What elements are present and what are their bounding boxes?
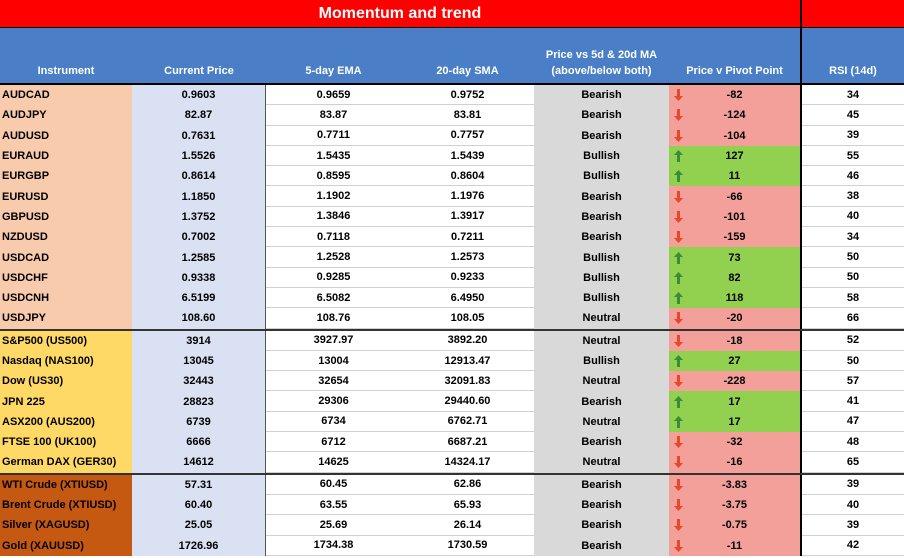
trend-cell: Bearish — [534, 515, 669, 535]
pivot-cell — [669, 515, 802, 535]
ema5-cell: 32654 — [266, 371, 401, 391]
sma20-cell: 83.81 — [401, 105, 534, 125]
arrow-up-icon — [673, 396, 683, 408]
sma20-cell: 1.5439 — [401, 146, 534, 166]
instrument-name: NZDUSD — [2, 231, 48, 244]
pivot-cell — [669, 495, 802, 515]
ema5-cell: 29306 — [266, 391, 401, 411]
arrow-down-icon — [673, 456, 683, 468]
rsi-cell: 38 — [802, 186, 904, 206]
table-row — [0, 288, 904, 308]
current-price-cell: 13045 — [132, 351, 266, 371]
rsi-cell: 41 — [802, 391, 904, 411]
table-row — [0, 247, 904, 267]
sma20-cell: 62.86 — [401, 475, 534, 495]
trend-cell: Bearish — [534, 227, 669, 247]
table-row — [0, 515, 904, 535]
header-price-vs-ma-line2: (above/below both) — [551, 65, 652, 77]
trend-cell: Bullish — [534, 166, 669, 186]
rsi-cell: 66 — [802, 308, 904, 328]
trend-cell: Bullish — [534, 146, 669, 166]
ema5-cell: 1.2528 — [266, 247, 401, 267]
table-row — [0, 495, 904, 515]
pivot-cell — [669, 105, 802, 125]
instrument-cell — [0, 495, 132, 515]
sma20-cell: 0.9752 — [401, 85, 534, 105]
table-row — [0, 432, 904, 452]
instrument-cell — [0, 207, 132, 227]
trend-cell: Neutral — [534, 331, 669, 351]
instrument-cell — [0, 227, 132, 247]
arrow-down-icon — [673, 231, 683, 243]
current-price-cell: 0.7631 — [132, 126, 266, 146]
current-price-cell: 6.5199 — [132, 288, 266, 308]
current-price-cell: 3914 — [132, 331, 266, 351]
pivot-cell — [669, 126, 802, 146]
pivot-value: -16 — [726, 456, 743, 469]
table-row — [0, 166, 904, 186]
instrument-name: AUDCAD — [2, 89, 50, 102]
current-price-cell: 1.3752 — [132, 207, 266, 227]
ema5-cell: 1734.38 — [266, 536, 401, 556]
arrow-down-icon — [673, 519, 683, 531]
trend-cell: Bearish — [534, 536, 669, 556]
instrument-name: FTSE 100 (UK100) — [2, 436, 97, 449]
arrow-up-icon — [673, 355, 683, 367]
pivot-cell — [669, 207, 802, 227]
trend-cell: Neutral — [534, 308, 669, 328]
pivot-cell — [669, 288, 802, 308]
sma20-cell: 0.9233 — [401, 268, 534, 288]
instrument-cell — [0, 331, 132, 351]
ema5-cell: 6712 — [266, 432, 401, 452]
rsi-cell: 46 — [802, 166, 904, 186]
sma20-cell: 0.7757 — [401, 126, 534, 146]
sma20-cell: 6687.21 — [401, 432, 534, 452]
arrow-up-icon — [673, 252, 683, 264]
current-price-cell: 6666 — [132, 432, 266, 452]
instrument-cell — [0, 391, 132, 411]
pivot-value: -124 — [723, 109, 746, 122]
ema5-cell: 0.7118 — [266, 227, 401, 247]
table-row — [0, 146, 904, 166]
table-row — [0, 536, 904, 556]
rsi-cell: 55 — [802, 146, 904, 166]
instrument-name: USDCNH — [2, 292, 50, 305]
pivot-value: 118 — [725, 292, 744, 305]
ema5-cell: 0.8595 — [266, 166, 401, 186]
rsi-cell: 42 — [802, 536, 904, 556]
ema5-cell: 1.3846 — [266, 207, 401, 227]
ema5-cell: 83.87 — [266, 105, 401, 125]
rsi-cell: 39 — [802, 475, 904, 495]
sma20-cell: 6762.71 — [401, 412, 534, 432]
current-price-cell: 1.5526 — [132, 146, 266, 166]
title-side-cell — [802, 0, 904, 28]
sma20-cell: 65.93 — [401, 495, 534, 515]
current-price-cell: 108.60 — [132, 308, 266, 328]
current-price-cell: 32443 — [132, 371, 266, 391]
ema5-cell: 14625 — [266, 452, 401, 472]
arrow-down-icon — [673, 540, 683, 552]
trend-cell: Bearish — [534, 186, 669, 206]
current-price-cell: 0.7002 — [132, 227, 266, 247]
instrument-cell — [0, 515, 132, 535]
ema5-cell: 25.69 — [266, 515, 401, 535]
pivot-value: -3.83 — [721, 478, 748, 491]
trend-cell: Bearish — [534, 207, 669, 227]
instrument-name: JPN 225 — [2, 395, 45, 408]
instrument-name: Brent Crude (XTIUSD) — [2, 499, 117, 512]
instrument-name: AUDJPY — [2, 109, 47, 122]
sma20-cell: 29440.60 — [401, 391, 534, 411]
table-row — [0, 126, 904, 146]
arrow-down-icon — [673, 211, 683, 223]
pivot-cell — [669, 412, 802, 432]
rsi-cell: 57 — [802, 371, 904, 391]
trend-cell: Bullish — [534, 247, 669, 267]
instrument-cell — [0, 146, 132, 166]
instrument-cell — [0, 412, 132, 432]
trend-cell: Bearish — [534, 105, 669, 125]
arrow-up-icon — [673, 150, 683, 162]
rsi-cell: 50 — [802, 268, 904, 288]
pivot-cell — [669, 475, 802, 495]
table-row — [0, 207, 904, 227]
current-price-cell: 82.87 — [132, 105, 266, 125]
pivot-value: 27 — [728, 355, 741, 367]
current-price-cell: 28823 — [132, 391, 266, 411]
rsi-cell: 58 — [802, 288, 904, 308]
trend-cell: Bullish — [534, 351, 669, 371]
pivot-value: 73 — [728, 251, 741, 264]
sma20-cell: 0.7211 — [401, 227, 534, 247]
ema5-cell: 1.1902 — [266, 186, 401, 206]
sma20-cell: 14324.17 — [401, 452, 534, 472]
table-row — [0, 186, 904, 206]
header-price-vs-ma — [534, 28, 669, 83]
pivot-cell — [669, 146, 802, 166]
arrow-down-icon — [673, 89, 683, 101]
instrument-cell — [0, 371, 132, 391]
rsi-cell: 52 — [802, 331, 904, 351]
trend-cell: Bearish — [534, 475, 669, 495]
pivot-value: -104 — [723, 129, 746, 142]
pivot-cell — [669, 452, 802, 472]
instrument-name: Nasdaq (NAS100) — [2, 355, 94, 367]
instrument-name: USDCHF — [2, 271, 48, 284]
rsi-cell: 50 — [802, 247, 904, 267]
sma20-cell: 3892.20 — [401, 331, 534, 351]
pivot-value: 127 — [725, 150, 744, 163]
pivot-cell — [669, 308, 802, 328]
header-rsi: RSI (14d) — [829, 65, 877, 77]
instrument-cell — [0, 452, 132, 472]
arrow-down-icon — [673, 312, 683, 324]
sma20-cell: 6.4950 — [401, 288, 534, 308]
ema5-cell: 63.55 — [266, 495, 401, 515]
pivot-value: -0.75 — [721, 519, 748, 532]
table-row — [0, 308, 904, 328]
rsi-cell: 65 — [802, 452, 904, 472]
sma20-cell: 1.1976 — [401, 186, 534, 206]
instrument-cell — [0, 536, 132, 556]
pivot-value: -101 — [723, 210, 746, 223]
sma20-cell: 12913.47 — [401, 351, 534, 371]
instrument-name: USDCAD — [2, 251, 50, 264]
pivot-cell — [669, 268, 802, 288]
arrow-down-icon — [673, 109, 683, 121]
trend-cell: Bearish — [534, 85, 669, 105]
instrument-cell — [0, 432, 132, 452]
instrument-cell — [0, 85, 132, 105]
pivot-value: -159 — [723, 231, 746, 244]
pivot-value: -82 — [726, 89, 743, 102]
rsi-cell: 40 — [802, 495, 904, 515]
pivot-cell — [669, 536, 802, 556]
pivot-value: 82 — [728, 271, 741, 284]
table-row — [0, 105, 904, 125]
sma20-cell: 1730.59 — [401, 536, 534, 556]
current-price-cell: 0.9603 — [132, 85, 266, 105]
pivot-value: -228 — [723, 375, 746, 388]
instrument-name: German DAX (GER30) — [2, 456, 117, 469]
instrument-cell — [0, 475, 132, 495]
pivot-cell — [669, 227, 802, 247]
header-5day-ema: 5-day EMA — [305, 65, 362, 77]
pivot-value: -66 — [726, 190, 743, 203]
sma20-cell: 108.05 — [401, 308, 534, 328]
instrument-cell — [0, 247, 132, 267]
instrument-name: Dow (US30) — [2, 375, 64, 388]
table-row — [0, 371, 904, 391]
instrument-cell — [0, 186, 132, 206]
trend-cell: Bullish — [534, 288, 669, 308]
rsi-cell: 45 — [802, 105, 904, 125]
pivot-value: -20 — [726, 312, 743, 325]
trend-cell: Bearish — [534, 391, 669, 411]
trend-cell: Bullish — [534, 268, 669, 288]
current-price-cell: 60.40 — [132, 495, 266, 515]
arrow-down-icon — [673, 375, 683, 387]
header-pivot: Price v Pivot Point — [669, 28, 802, 83]
pivot-value: -11 — [726, 539, 743, 552]
arrow-down-icon — [673, 499, 683, 511]
arrow-up-icon — [673, 292, 683, 304]
table-row — [0, 452, 904, 472]
current-price-cell: 6739 — [132, 412, 266, 432]
trend-cell: Neutral — [534, 371, 669, 391]
ema5-cell: 0.9285 — [266, 268, 401, 288]
trend-cell: Neutral — [534, 412, 669, 432]
arrow-up-icon — [673, 170, 683, 182]
rsi-cell: 47 — [802, 412, 904, 432]
rsi-cell: 39 — [802, 515, 904, 535]
trend-cell: Bearish — [534, 495, 669, 515]
table-row — [0, 412, 904, 432]
pivot-cell — [669, 85, 802, 105]
pivot-cell — [669, 371, 802, 391]
instrument-cell — [0, 351, 132, 371]
header-instrument: Instrument — [37, 65, 95, 77]
instrument-cell — [0, 166, 132, 186]
table-row — [0, 227, 904, 247]
instrument-name: EURGBP — [2, 170, 50, 183]
rsi-cell: 39 — [802, 126, 904, 146]
pivot-value: 17 — [728, 415, 741, 428]
sma20-cell: 26.14 — [401, 515, 534, 535]
table-row — [0, 473, 904, 495]
pivot-cell — [669, 432, 802, 452]
rsi-cell: 34 — [802, 85, 904, 105]
trend-cell: Bearish — [534, 126, 669, 146]
ema5-cell: 6.5082 — [266, 288, 401, 308]
sma20-cell: 1.2573 — [401, 247, 534, 267]
current-price-cell: 0.9338 — [132, 268, 266, 288]
pivot-cell — [669, 351, 802, 371]
header-20day-sma: 20-day SMA — [436, 65, 499, 77]
arrow-up-icon — [673, 416, 683, 428]
ema5-cell: 0.9659 — [266, 85, 401, 105]
pivot-value: 11 — [728, 170, 741, 183]
sma20-cell: 0.8604 — [401, 166, 534, 186]
arrow-down-icon — [673, 436, 683, 448]
instrument-name: EURAUD — [2, 150, 50, 163]
pivot-value: -18 — [726, 334, 743, 347]
ema5-cell: 3927.97 — [266, 331, 401, 351]
table-row — [0, 351, 904, 371]
ema5-cell: 108.76 — [266, 308, 401, 328]
trend-cell: Neutral — [534, 452, 669, 472]
arrow-down-icon — [673, 335, 683, 347]
current-price-cell: 1726.96 — [132, 536, 266, 556]
pivot-cell — [669, 186, 802, 206]
rsi-cell: 40 — [802, 207, 904, 227]
current-price-cell: 14612 — [132, 452, 266, 472]
arrow-down-icon — [673, 130, 683, 142]
data-table — [0, 85, 904, 556]
sma20-cell: 32091.83 — [401, 371, 534, 391]
instrument-name: Gold (XAUUSD) — [2, 539, 84, 552]
pivot-value: 17 — [728, 395, 741, 408]
current-price-cell: 57.31 — [132, 475, 266, 495]
rsi-cell: 48 — [802, 432, 904, 452]
header-price-vs-ma-line1: Price vs 5d & 20d MA — [545, 49, 658, 61]
instrument-cell — [0, 288, 132, 308]
instrument-name: WTI Crude (XTIUSD) — [2, 478, 108, 491]
pivot-cell — [669, 331, 802, 351]
table-row — [0, 329, 904, 351]
instrument-name: Silver (XAGUSD) — [2, 519, 90, 532]
arrow-down-icon — [673, 479, 683, 491]
sma20-cell: 1.3917 — [401, 207, 534, 227]
current-price-cell: 1.2585 — [132, 247, 266, 267]
instrument-name: S&P500 (US500) — [2, 334, 87, 347]
ema5-cell: 13004 — [266, 351, 401, 371]
ema5-cell: 0.7711 — [266, 126, 401, 146]
current-price-cell: 1.1850 — [132, 186, 266, 206]
arrow-up-icon — [673, 272, 683, 284]
instrument-cell — [0, 268, 132, 288]
ema5-cell: 1.5435 — [266, 146, 401, 166]
pivot-cell — [669, 247, 802, 267]
pivot-cell — [669, 391, 802, 411]
trend-cell: Bearish — [534, 432, 669, 452]
sheet-title: Momentum and trend — [0, 0, 802, 28]
title-row — [0, 0, 904, 28]
table-row — [0, 85, 904, 105]
instrument-name: AUDUSD — [2, 129, 50, 142]
instrument-cell — [0, 126, 132, 146]
header-row — [0, 28, 904, 85]
instrument-name: USDJPY — [2, 312, 47, 325]
instrument-name: GBPUSD — [2, 210, 50, 223]
instrument-cell — [0, 308, 132, 328]
rsi-cell: 50 — [802, 351, 904, 371]
header-current-price: Current Price — [164, 65, 234, 77]
instrument-cell — [0, 105, 132, 125]
table-row — [0, 391, 904, 411]
table-row — [0, 268, 904, 288]
instrument-name: EURUSD — [2, 190, 49, 203]
rsi-cell: 34 — [802, 227, 904, 247]
pivot-value: -3.75 — [721, 499, 748, 512]
arrow-down-icon — [673, 191, 683, 203]
ema5-cell: 6734 — [266, 412, 401, 432]
pivot-cell — [669, 166, 802, 186]
current-price-cell: 25.05 — [132, 515, 266, 535]
pivot-value: -32 — [726, 436, 743, 449]
ema5-cell: 60.45 — [266, 475, 401, 495]
current-price-cell: 0.8614 — [132, 166, 266, 186]
instrument-name: ASX200 (AUS200) — [2, 415, 95, 428]
